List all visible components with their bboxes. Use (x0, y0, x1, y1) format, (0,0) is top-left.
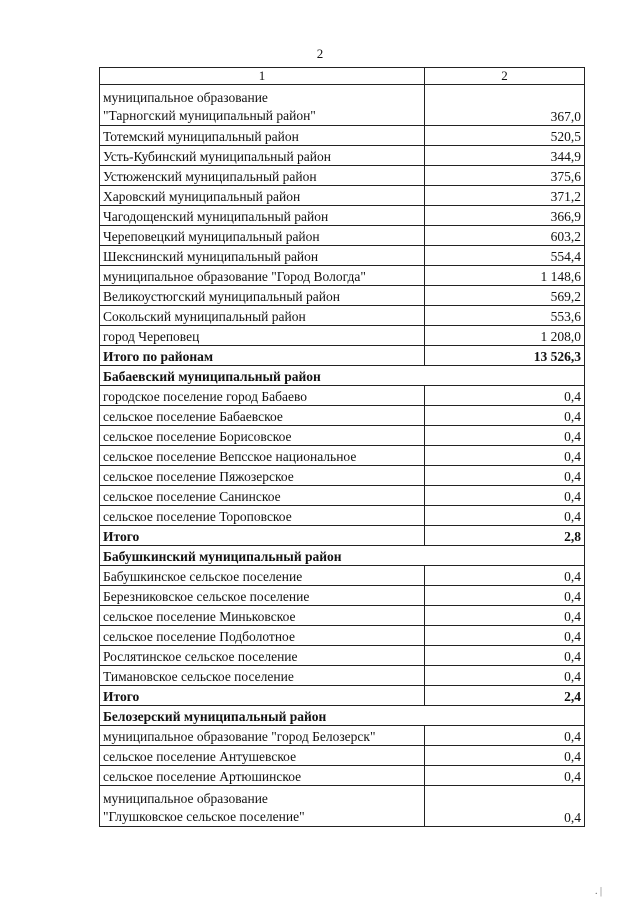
row-value: 366,9 (425, 206, 585, 226)
row-name: сельское поселение Вепсское национальное (100, 446, 425, 466)
table-row (100, 666, 585, 686)
row-name: Харовский муниципальный район (100, 186, 425, 206)
table-row (100, 506, 585, 526)
row-name: муниципальное образование "город Белозерск" (100, 726, 425, 746)
row-name: Березниковское сельское поселение (100, 586, 425, 606)
row-name: сельское поселение Миньковское (100, 606, 425, 626)
row-name: сельское поселение Антушевское (100, 746, 425, 766)
budget-table (99, 67, 585, 827)
table-row (100, 466, 585, 486)
row-name: городское поселение город Бабаево (100, 386, 425, 406)
row-name: Бабушкинское сельское поселение (100, 566, 425, 586)
total-row (100, 346, 585, 366)
table-row (100, 606, 585, 626)
row-name: Шекснинский муниципальный район (100, 246, 425, 266)
row-value: 554,4 (425, 246, 585, 266)
row-value: 520,5 (425, 126, 585, 146)
row-name (100, 786, 425, 827)
row-value: 367,0 (425, 85, 585, 126)
table-row (100, 206, 585, 226)
table-row (100, 246, 585, 266)
row-value: 0,4 (425, 426, 585, 446)
row-value: 0,4 (425, 646, 585, 666)
table-row (100, 286, 585, 306)
section-header-row (100, 706, 585, 726)
row-name: Тотемский муниципальный район (100, 126, 425, 146)
row-value: 371,2 (425, 186, 585, 206)
table-row (100, 646, 585, 666)
row-value: 13 526,3 (425, 346, 585, 366)
row-value: 569,2 (425, 286, 585, 306)
section-title: Бабушкинский муниципальный район (100, 546, 585, 566)
row-name: сельское поселение Борисовское (100, 426, 425, 446)
row-name: город Череповец (100, 326, 425, 346)
table-row (100, 386, 585, 406)
row-value: 344,9 (425, 146, 585, 166)
row-name-line-1: муниципальное образование (103, 90, 268, 105)
table-row (100, 566, 585, 586)
table-row (100, 186, 585, 206)
table-row (100, 766, 585, 786)
row-name: муниципальное образование "Город Вологда" (100, 266, 425, 286)
table-row (100, 446, 585, 466)
row-value: 0,4 (425, 466, 585, 486)
table-row (100, 306, 585, 326)
page-number: 2 (316, 46, 324, 61)
row-value: 0,4 (425, 506, 585, 526)
total-row (100, 686, 585, 706)
row-name: Итого по районам (100, 346, 425, 366)
table-row (100, 146, 585, 166)
table-row (100, 226, 585, 246)
row-name: сельское поселение Санинское (100, 486, 425, 506)
column-header-2: 2 (425, 68, 585, 85)
table-row (100, 126, 585, 146)
row-value: 0,4 (425, 406, 585, 426)
row-name: сельское поселение Тороповское (100, 506, 425, 526)
row-name: Устюженский муниципальный район (100, 166, 425, 186)
row-name-line-2: "Тарногский муниципальный район" (103, 108, 316, 123)
row-name: Тимановское сельское поселение (100, 666, 425, 686)
table-row (100, 726, 585, 746)
row-name: Итого (100, 526, 425, 546)
row-value: 0,4 (425, 446, 585, 466)
row-name: сельское поселение Пяжозерское (100, 466, 425, 486)
section-header-row (100, 366, 585, 386)
row-value: 0,4 (425, 606, 585, 626)
row-name: Чагодощенский муниципальный район (100, 206, 425, 226)
row-value: 1 148,6 (425, 266, 585, 286)
row-name (100, 85, 425, 126)
row-name: Сокольский муниципальный район (100, 306, 425, 326)
table-row (100, 486, 585, 506)
table-row (100, 746, 585, 766)
section-header-row (100, 546, 585, 566)
row-name-line-1: муниципальное образование (103, 791, 268, 806)
scan-mark: . | (594, 886, 602, 897)
row-value: 2,4 (425, 686, 585, 706)
table-row (100, 786, 585, 827)
row-value: 553,6 (425, 306, 585, 326)
table-row (100, 266, 585, 286)
row-value: 603,2 (425, 226, 585, 246)
row-name: Усть-Кубинский муниципальный район (100, 146, 425, 166)
table-row (100, 586, 585, 606)
row-value: 0,4 (425, 486, 585, 506)
row-value: 0,4 (425, 626, 585, 646)
row-name: Итого (100, 686, 425, 706)
table-row (100, 626, 585, 646)
row-value: 0,4 (425, 666, 585, 686)
column-header-1: 1 (100, 68, 425, 85)
row-name: Рослятинское сельское поселение (100, 646, 425, 666)
table-row (100, 406, 585, 426)
row-name: Череповецкий муниципальный район (100, 226, 425, 246)
table-row (100, 326, 585, 346)
row-name: сельское поселение Подболотное (100, 626, 425, 646)
row-name: Великоустюгский муниципальный район (100, 286, 425, 306)
row-value: 0,4 (425, 566, 585, 586)
section-title: Бабаевский муниципальный район (100, 366, 585, 386)
row-value: 0,4 (425, 386, 585, 406)
row-name: сельское поселение Бабаевское (100, 406, 425, 426)
section-title: Белозерский муниципальный район (100, 706, 585, 726)
row-value: 0,4 (425, 786, 585, 827)
table-row (100, 426, 585, 446)
table-row (100, 85, 585, 126)
row-name: сельское поселение Артюшинское (100, 766, 425, 786)
row-value: 2,8 (425, 526, 585, 546)
table-row (100, 166, 585, 186)
row-value: 1 208,0 (425, 326, 585, 346)
row-value: 375,6 (425, 166, 585, 186)
row-value: 0,4 (425, 586, 585, 606)
row-name-line-2: "Глушковское сельское поселение" (103, 809, 305, 824)
total-row (100, 526, 585, 546)
row-value: 0,4 (425, 726, 585, 746)
row-value: 0,4 (425, 746, 585, 766)
row-value: 0,4 (425, 766, 585, 786)
table-header-row (100, 68, 585, 85)
